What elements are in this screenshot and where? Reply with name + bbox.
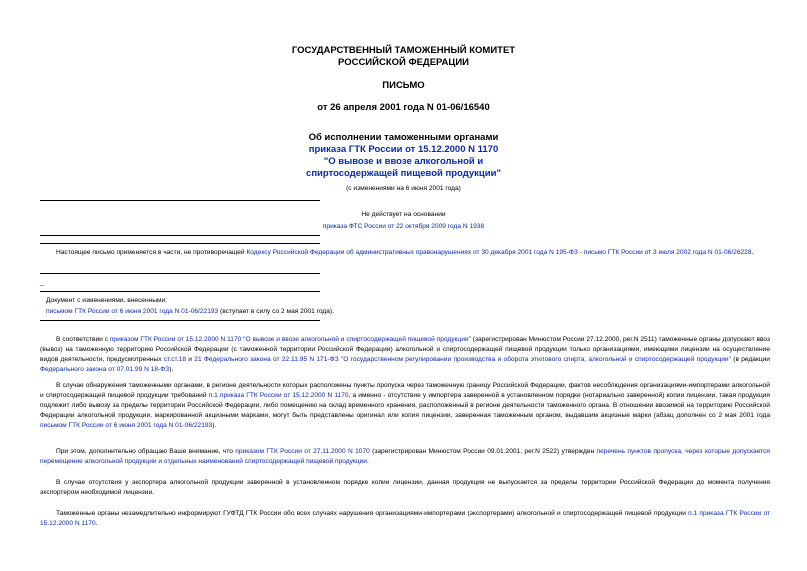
applicability-note: Настоящее письмо применяется в части, не противоречащей Кодексу Российской Федерации об административных правонарушениях от 30 декабря 2001 года N 195-ФЗ - письмо ГТК России от 3 июля 2002 года N 01-06/26228.	[56, 249, 754, 256]
order-1170-p1-link-2[interactable]: п.1 приказа ГТК России от 15.12.2000 N 1170	[40, 510, 770, 527]
paragraph-2: В случае обнаружения таможенными органами, в регионе деятельности которых расположены пункты пропуска через таможенную границу Российской Федерации, фактов несоблюдения организациями-импортерами алкогольной и спиртосодержащей пищевой продукции требований п.1 приказа ГТК России от 15.12.2000 N 1170, а именно - отсутствие у импортера заверенной в установленном порядке (нотариально заверенной) копии лицензии, такая продукция подлежит либо вывозу за пределы территории Российской Федерации, либо помещению на склад временного хранения, расположенный в регионе деятельности таможенного органа. В отношении ввозимой на территорию Российской Федерации алкогольной продукции, маркированной акцизными марками, могут быть представлены оригинал или копия лицензии, заверенная таможенным органом, выдавшим акцизные марки (абзац дополнен со 2 мая 2001 года письмом ГТК России от 6 июня 2001 года N 01-06/22193).	[40, 382, 770, 429]
status-label: Не действует на основании	[361, 211, 446, 218]
dash-line: _	[40, 279, 44, 286]
order-1170-p1-link[interactable]: п.1 приказа ГТК России от 15.12.2000 N 1170	[208, 392, 349, 399]
gtk-letter-link[interactable]: письмо ГТК России от 3 июля 2002 года N 01-06/26228	[583, 249, 752, 256]
amending-letter-link[interactable]: письмом ГТК России от 6 июня 2001 года N 01-06/22193	[40, 422, 213, 429]
paragraph-1: В соответствии с приказом ГТК России от 15.12.2000 N 1170 "О вывозе и ввозе алкогольной и спиртосодержащей пищевой продукции" (зарегистрирован Минюстом России 27.12.2000, рег.N 2511) таможенные органы допускают ввоз (вывоз) на таможенную территорию Российской Федерации (с таможенной территории Российской Федерации) алкогольной и спиртосодержащей пищевой продукции только организациями, имеющими лицензии на осуществление видов деятельности, предусмотренных ст.ст.18 и 21 Федерального закона от 22.11.95 N 171-ФЗ "О государственном регулировании производства и оборота этилового спирта, алкогольной и спиртосодержащей продукции" (в редакции Федерального закона от 07.01.99 N 18-ФЗ).	[40, 336, 770, 373]
document-date-number: от 26 апреля 2001 года N 01-06/16540	[317, 102, 490, 113]
order-1070-link[interactable]: приказом ГТК России от 27.11.2000 N 1070	[235, 448, 370, 455]
amendment-note: (с изменениями на 6 июня 2001 года)	[346, 185, 461, 192]
document-title-link-line3[interactable]: спиртосодержащей пищевой продукции"	[306, 168, 501, 179]
paragraph-4: В случае отсутствия у экспортера алкогольной продукции заверенной в установленном порядке копии лицензии, данная продукция не выпускается за пределы территории Российской Федерации до момента получения экспортером необходимой лицензии.	[40, 479, 770, 496]
changes-link[interactable]: письмом ГТК России от 6 июня 2001 года N 01-06/22193	[46, 308, 219, 315]
divider	[40, 200, 320, 201]
document-title-link-line1[interactable]: приказа ГТК России от 15.12.2000 N 1170	[308, 144, 499, 155]
agency-name-line2: РОССИЙСКОЙ ФЕДЕРАЦИИ	[337, 57, 469, 68]
federal-law-171-link[interactable]: 21 Федерального закона от 22.11.95 N 171-ФЗ "О государственном регулировании производства и оборота этилового спирта, алкогольной и спиртосодержащей продукции"	[194, 356, 731, 363]
divider	[40, 320, 320, 321]
divider	[40, 273, 320, 274]
paragraph-3: При этом, дополнительно обращаю Ваше внимание, что приказом ГТК России от 27.11.2000 N 1070 (зарегистрирован Минюстом России 09.01.2001, рег.N 2522) утвержден перечень пунктов пропуска, через которые допускается перемещение алкогольной продукции и отдельных наименований спиртосодержащей пищевой продукции.	[40, 448, 770, 465]
paragraph-5: Таможенные органы незамедлительно информируют ГУФТД ГТК России обо всех случаях нарушения организациями-импортерами (экспортерами) алкогольной и спиртосодержащей пищевой продукции п.1 приказа ГТК России от 15.12.2000 N 1170.	[40, 510, 770, 527]
changes-label: Документ с изменениями, внесенными:	[46, 297, 168, 304]
divider	[40, 243, 320, 244]
document-title-link-line2[interactable]: "О вывозе и ввозе алкогольной и	[323, 156, 484, 167]
document-title-line1: Об исполнении таможенными органами	[308, 132, 499, 143]
checkpoints-list-link[interactable]: перечень пунктов пропуска, через которые допускается перемещение алкогольной продукции и отдельных наименований спиртосодержащей пищевой продукции	[40, 448, 770, 465]
articles-link[interactable]: ст.ст.18	[163, 356, 187, 363]
agency-name-line1: ГОСУДАРСТВЕННЫЙ ТАМОЖЕННЫЙ КОМИТЕТ	[291, 45, 516, 56]
order-1170-link[interactable]: приказом ГТК России от 15.12.2000 N 1170 "О вывозе и ввозе алкогольной и спиртосодержащей пищевой продукции"	[109, 336, 471, 343]
divider	[40, 291, 320, 292]
document-type: ПИСЬМО	[382, 80, 425, 91]
changes-source: письмом ГТК России от 6 июня 2001 года N 01-06/22193 (вступает в силу со 2 мая 2001 года).	[46, 308, 334, 315]
federal-law-18-link[interactable]: Федерального закона от 07.01.99 N 18-ФЗ	[40, 366, 170, 373]
divider	[40, 235, 320, 236]
koap-link[interactable]: Кодексу Российской Федерации об административных правонарушениях от 30 декабря 2001 года N 195-ФЗ	[246, 249, 578, 256]
status-repeal-link[interactable]: приказа ФТС России от 22 октября 2009 года N 1938	[322, 223, 485, 230]
